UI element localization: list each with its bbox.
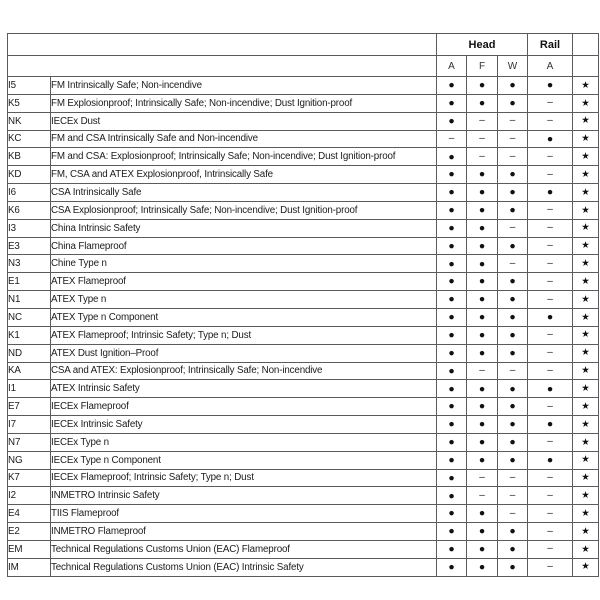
header-spacer-cell: [8, 56, 437, 77]
mark-cell-rail-a-dash-icon: –: [528, 148, 573, 166]
mark-cell-head-f-dot-icon: ●: [467, 523, 498, 541]
row-code: EM: [8, 540, 51, 558]
mark-cell-head-w-dot-icon: ●: [498, 433, 528, 451]
row-code: K1: [8, 326, 51, 344]
row-code: E1: [8, 273, 51, 291]
mark-cell-rail-a-dash-icon: –: [528, 505, 573, 523]
table-row: [8, 540, 599, 558]
star-icon: ★: [573, 505, 599, 523]
row-description: ATEX Dust Ignition–Proof: [51, 344, 437, 362]
mark-cell-rail-a-dash-icon: –: [528, 362, 573, 380]
sub-header-head-w: W: [498, 56, 528, 77]
mark-cell-head-f-dot-icon: ●: [467, 344, 498, 362]
table-row: [8, 112, 599, 130]
mark-cell-head-w-dash-icon: –: [498, 505, 528, 523]
mark-cell-head-f-dot-icon: ●: [467, 94, 498, 112]
mark-cell-head-f-dash-icon: –: [467, 130, 498, 148]
star-icon: ★: [573, 523, 599, 541]
row-description: IECEx Flameproof; Intrinsic Safety; Type n; Dust: [51, 469, 437, 487]
star-icon: ★: [573, 469, 599, 487]
mark-cell-rail-a-dash-icon: –: [528, 558, 573, 576]
table-row: [8, 433, 599, 451]
table-row: [8, 451, 599, 469]
mark-cell-head-f-dot-icon: ●: [467, 558, 498, 576]
row-description: TIIS Flameproof: [51, 505, 437, 523]
mark-cell-rail-a-dash-icon: –: [528, 540, 573, 558]
mark-cell-head-w-dot-icon: ●: [498, 326, 528, 344]
mark-cell-head-a-dot-icon: ●: [437, 326, 467, 344]
mark-cell-head-w-dot-icon: ●: [498, 416, 528, 434]
table-row: [8, 505, 599, 523]
mark-cell-rail-a-dash-icon: –: [528, 326, 573, 344]
row-code: KD: [8, 166, 51, 184]
table-row: [8, 344, 599, 362]
mark-cell-head-a-dot-icon: ●: [437, 469, 467, 487]
star-icon: ★: [573, 540, 599, 558]
mark-cell-head-w-dot-icon: ●: [498, 237, 528, 255]
table-row: [8, 201, 599, 219]
mark-cell-head-f-dot-icon: ●: [467, 184, 498, 202]
row-code: E2: [8, 523, 51, 541]
table-row: [8, 558, 599, 576]
mark-cell-rail-a-dot-icon: ●: [528, 184, 573, 202]
table-row: [8, 237, 599, 255]
row-code: N7: [8, 433, 51, 451]
star-icon: ★: [573, 398, 599, 416]
row-description: CSA Explosionproof; Intrinsically Safe; Non-incendive; Dust Ignition-proof: [51, 201, 437, 219]
mark-cell-head-f-dot-icon: ●: [467, 237, 498, 255]
mark-cell-head-a-dot-icon: ●: [437, 380, 467, 398]
table-row: [8, 291, 599, 309]
mark-cell-head-w-dash-icon: –: [498, 219, 528, 237]
mark-cell-rail-a-dot-icon: ●: [528, 308, 573, 326]
mark-cell-head-w-dot-icon: ●: [498, 380, 528, 398]
mark-cell-head-f-dot-icon: ●: [467, 451, 498, 469]
table-row: [8, 416, 599, 434]
row-code: KA: [8, 362, 51, 380]
mark-cell-head-a-dot-icon: ●: [437, 344, 467, 362]
row-code: I7: [8, 416, 51, 434]
table-row: [8, 326, 599, 344]
row-description: ATEX Type n: [51, 291, 437, 309]
mark-cell-head-w-dot-icon: ●: [498, 201, 528, 219]
star-icon: ★: [573, 326, 599, 344]
row-description: FM and CSA: Explosionproof; Intrinsically Safe; Non-incendive; Dust Ignition-proof: [51, 148, 437, 166]
star-icon: ★: [573, 219, 599, 237]
row-code: K6: [8, 201, 51, 219]
mark-cell-head-a-dot-icon: ●: [437, 505, 467, 523]
mark-cell-rail-a-dash-icon: –: [528, 469, 573, 487]
mark-cell-head-w-dash-icon: –: [498, 130, 528, 148]
mark-cell-head-w-dash-icon: –: [498, 112, 528, 130]
row-code: E7: [8, 398, 51, 416]
row-code: KB: [8, 148, 51, 166]
sub-header-rail-a: A: [528, 56, 573, 77]
header-spacer-cell: [573, 56, 599, 77]
mark-cell-head-a-dot-icon: ●: [437, 166, 467, 184]
table-row: [8, 362, 599, 380]
star-icon: ★: [573, 416, 599, 434]
table-row: [8, 469, 599, 487]
mark-cell-head-w-dot-icon: ●: [498, 558, 528, 576]
table-row: [8, 487, 599, 505]
mark-cell-head-f-dot-icon: ●: [467, 201, 498, 219]
star-icon: ★: [573, 130, 599, 148]
row-description: IECEx Flameproof: [51, 398, 437, 416]
mark-cell-head-a-dot-icon: ●: [437, 433, 467, 451]
mark-cell-head-f-dash-icon: –: [467, 362, 498, 380]
mark-cell-head-f-dot-icon: ●: [467, 77, 498, 95]
row-description: INMETRO Flameproof: [51, 523, 437, 541]
mark-cell-head-a-dot-icon: ●: [437, 362, 467, 380]
star-icon: ★: [573, 77, 599, 95]
mark-cell-head-f-dot-icon: ●: [467, 273, 498, 291]
mark-cell-head-a-dot-icon: ●: [437, 112, 467, 130]
mark-cell-rail-a-dot-icon: ●: [528, 380, 573, 398]
column-group-header-row: [8, 34, 599, 56]
mark-cell-head-w-dash-icon: –: [498, 148, 528, 166]
mark-cell-head-w-dot-icon: ●: [498, 523, 528, 541]
mark-cell-head-a-dot-icon: ●: [437, 451, 467, 469]
mark-cell-head-w-dot-icon: ●: [498, 94, 528, 112]
mark-cell-head-a-dot-icon: ●: [437, 487, 467, 505]
mark-cell-head-a-dot-icon: ●: [437, 273, 467, 291]
mark-cell-head-w-dot-icon: ●: [498, 77, 528, 95]
row-description: FM, CSA and ATEX Explosionproof, Intrinsically Safe: [51, 166, 437, 184]
table-row: [8, 77, 599, 95]
star-icon: ★: [573, 308, 599, 326]
table-row: [8, 523, 599, 541]
mark-cell-head-f-dash-icon: –: [467, 148, 498, 166]
row-code: KC: [8, 130, 51, 148]
row-code: N3: [8, 255, 51, 273]
star-icon: ★: [573, 184, 599, 202]
star-icon: ★: [573, 201, 599, 219]
mark-cell-rail-a-dash-icon: –: [528, 237, 573, 255]
row-description: Chine Type n: [51, 255, 437, 273]
column-group-head: Head: [437, 34, 528, 56]
row-description: Technical Regulations Customs Union (EAC) Intrinsic Safety: [51, 558, 437, 576]
mark-cell-head-w-dot-icon: ●: [498, 540, 528, 558]
mark-cell-head-f-dash-icon: –: [467, 487, 498, 505]
row-description: CSA and ATEX: Explosionproof; Intrinsically Safe; Non-incendive: [51, 362, 437, 380]
mark-cell-head-f-dot-icon: ●: [467, 505, 498, 523]
sub-header-head-f: F: [467, 56, 498, 77]
mark-cell-head-w-dot-icon: ●: [498, 184, 528, 202]
sub-header-head-a: A: [437, 56, 467, 77]
mark-cell-head-f-dot-icon: ●: [467, 219, 498, 237]
mark-cell-rail-a-dash-icon: –: [528, 112, 573, 130]
star-icon: ★: [573, 362, 599, 380]
mark-cell-rail-a-dash-icon: –: [528, 273, 573, 291]
mark-cell-head-w-dash-icon: –: [498, 255, 528, 273]
mark-cell-head-a-dot-icon: ●: [437, 219, 467, 237]
table-row: [8, 380, 599, 398]
mark-cell-rail-a-dash-icon: –: [528, 487, 573, 505]
mark-cell-head-w-dot-icon: ●: [498, 273, 528, 291]
header-spacer-cell: [8, 34, 437, 56]
star-icon: ★: [573, 433, 599, 451]
row-code: K7: [8, 469, 51, 487]
mark-cell-head-f-dash-icon: –: [467, 112, 498, 130]
star-icon: ★: [573, 273, 599, 291]
row-description: China Intrinsic Safety: [51, 219, 437, 237]
column-group-rail: Rail: [528, 34, 573, 56]
mark-cell-rail-a-dash-icon: –: [528, 219, 573, 237]
star-icon: ★: [573, 237, 599, 255]
header-spacer-cell: [573, 34, 599, 56]
star-icon: ★: [573, 380, 599, 398]
mark-cell-rail-a-dash-icon: –: [528, 523, 573, 541]
row-description: IECEx Type n Component: [51, 451, 437, 469]
star-icon: ★: [573, 558, 599, 576]
mark-cell-rail-a-dash-icon: –: [528, 255, 573, 273]
table-row: [8, 166, 599, 184]
mark-cell-head-w-dot-icon: ●: [498, 451, 528, 469]
row-description: IECEx Intrinsic Safety: [51, 416, 437, 434]
mark-cell-head-f-dot-icon: ●: [467, 291, 498, 309]
star-icon: ★: [573, 487, 599, 505]
table-row: [8, 273, 599, 291]
row-description: FM and CSA Intrinsically Safe and Non-incendive: [51, 130, 437, 148]
mark-cell-rail-a-dash-icon: –: [528, 344, 573, 362]
mark-cell-head-w-dot-icon: ●: [498, 291, 528, 309]
row-description: CSA Intrinsically Safe: [51, 184, 437, 202]
row-description: Technical Regulations Customs Union (EAC) Flameproof: [51, 540, 437, 558]
row-code: I1: [8, 380, 51, 398]
mark-cell-head-f-dot-icon: ●: [467, 416, 498, 434]
row-code: I2: [8, 487, 51, 505]
mark-cell-head-w-dash-icon: –: [498, 487, 528, 505]
mark-cell-head-w-dot-icon: ●: [498, 166, 528, 184]
row-code: I5: [8, 77, 51, 95]
star-icon: ★: [573, 291, 599, 309]
table-row: [8, 94, 599, 112]
mark-cell-head-f-dot-icon: ●: [467, 540, 498, 558]
row-code: K5: [8, 94, 51, 112]
row-description: China Flameproof: [51, 237, 437, 255]
mark-cell-head-a-dot-icon: ●: [437, 77, 467, 95]
mark-cell-head-a-dot-icon: ●: [437, 201, 467, 219]
table-row: [8, 308, 599, 326]
mark-cell-head-a-dot-icon: ●: [437, 237, 467, 255]
mark-cell-head-a-dot-icon: ●: [437, 523, 467, 541]
row-code: ND: [8, 344, 51, 362]
table-row: [8, 398, 599, 416]
mark-cell-head-a-dot-icon: ●: [437, 398, 467, 416]
mark-cell-head-f-dot-icon: ●: [467, 380, 498, 398]
star-icon: ★: [573, 451, 599, 469]
mark-cell-head-a-dot-icon: ●: [437, 308, 467, 326]
mark-cell-rail-a-dot-icon: ●: [528, 77, 573, 95]
mark-cell-head-f-dot-icon: ●: [467, 308, 498, 326]
mark-cell-head-f-dot-icon: ●: [467, 255, 498, 273]
mark-cell-rail-a-dash-icon: –: [528, 201, 573, 219]
mark-cell-head-a-dot-icon: ●: [437, 291, 467, 309]
row-code: NC: [8, 308, 51, 326]
mark-cell-head-f-dot-icon: ●: [467, 398, 498, 416]
star-icon: ★: [573, 112, 599, 130]
row-code: IM: [8, 558, 51, 576]
mark-cell-head-f-dash-icon: –: [467, 469, 498, 487]
mark-cell-rail-a-dash-icon: –: [528, 94, 573, 112]
row-code: I6: [8, 184, 51, 202]
mark-cell-head-w-dot-icon: ●: [498, 308, 528, 326]
row-description: IECEx Dust: [51, 112, 437, 130]
row-description: FM Explosionproof; Intrinsically Safe; Non-incendive; Dust Ignition-proof: [51, 94, 437, 112]
mark-cell-head-a-dot-icon: ●: [437, 184, 467, 202]
row-code: NK: [8, 112, 51, 130]
mark-cell-head-a-dot-icon: ●: [437, 558, 467, 576]
star-icon: ★: [573, 94, 599, 112]
mark-cell-head-a-dash-icon: –: [437, 130, 467, 148]
mark-cell-head-w-dash-icon: –: [498, 362, 528, 380]
row-code: E4: [8, 505, 51, 523]
certifications-table: [7, 33, 599, 577]
mark-cell-head-a-dot-icon: ●: [437, 416, 467, 434]
table-row: [8, 219, 599, 237]
mark-cell-rail-a-dash-icon: –: [528, 398, 573, 416]
star-icon: ★: [573, 148, 599, 166]
mark-cell-head-w-dot-icon: ●: [498, 344, 528, 362]
row-description: IECEx Type n: [51, 433, 437, 451]
row-description: INMETRO Intrinsic Safety: [51, 487, 437, 505]
mark-cell-rail-a-dot-icon: ●: [528, 130, 573, 148]
row-description: ATEX Type n Component: [51, 308, 437, 326]
star-icon: ★: [573, 344, 599, 362]
row-description: ATEX Flameproof; Intrinsic Safety; Type n; Dust: [51, 326, 437, 344]
row-description: ATEX Flameproof: [51, 273, 437, 291]
table-row: [8, 255, 599, 273]
mark-cell-head-a-dot-icon: ●: [437, 540, 467, 558]
mark-cell-head-a-dot-icon: ●: [437, 148, 467, 166]
table-row: [8, 130, 599, 148]
mark-cell-head-w-dash-icon: –: [498, 469, 528, 487]
star-icon: ★: [573, 166, 599, 184]
row-code: I3: [8, 219, 51, 237]
mark-cell-rail-a-dot-icon: ●: [528, 416, 573, 434]
row-code: NG: [8, 451, 51, 469]
row-code: E3: [8, 237, 51, 255]
star-icon: ★: [573, 255, 599, 273]
row-description: FM Intrinsically Safe; Non-incendive: [51, 77, 437, 95]
mark-cell-head-a-dot-icon: ●: [437, 255, 467, 273]
mark-cell-head-f-dot-icon: ●: [467, 326, 498, 344]
row-description: ATEX Intrinsic Safety: [51, 380, 437, 398]
mark-cell-rail-a-dot-icon: ●: [528, 451, 573, 469]
table-row: [8, 148, 599, 166]
mark-cell-head-w-dot-icon: ●: [498, 398, 528, 416]
sub-header-row: [8, 56, 599, 77]
table-body: [8, 77, 599, 577]
mark-cell-rail-a-dash-icon: –: [528, 433, 573, 451]
mark-cell-head-f-dot-icon: ●: [467, 433, 498, 451]
mark-cell-head-f-dot-icon: ●: [467, 166, 498, 184]
row-code: N1: [8, 291, 51, 309]
table-row: [8, 184, 599, 202]
mark-cell-head-a-dot-icon: ●: [437, 94, 467, 112]
mark-cell-rail-a-dash-icon: –: [528, 166, 573, 184]
mark-cell-rail-a-dash-icon: –: [528, 291, 573, 309]
